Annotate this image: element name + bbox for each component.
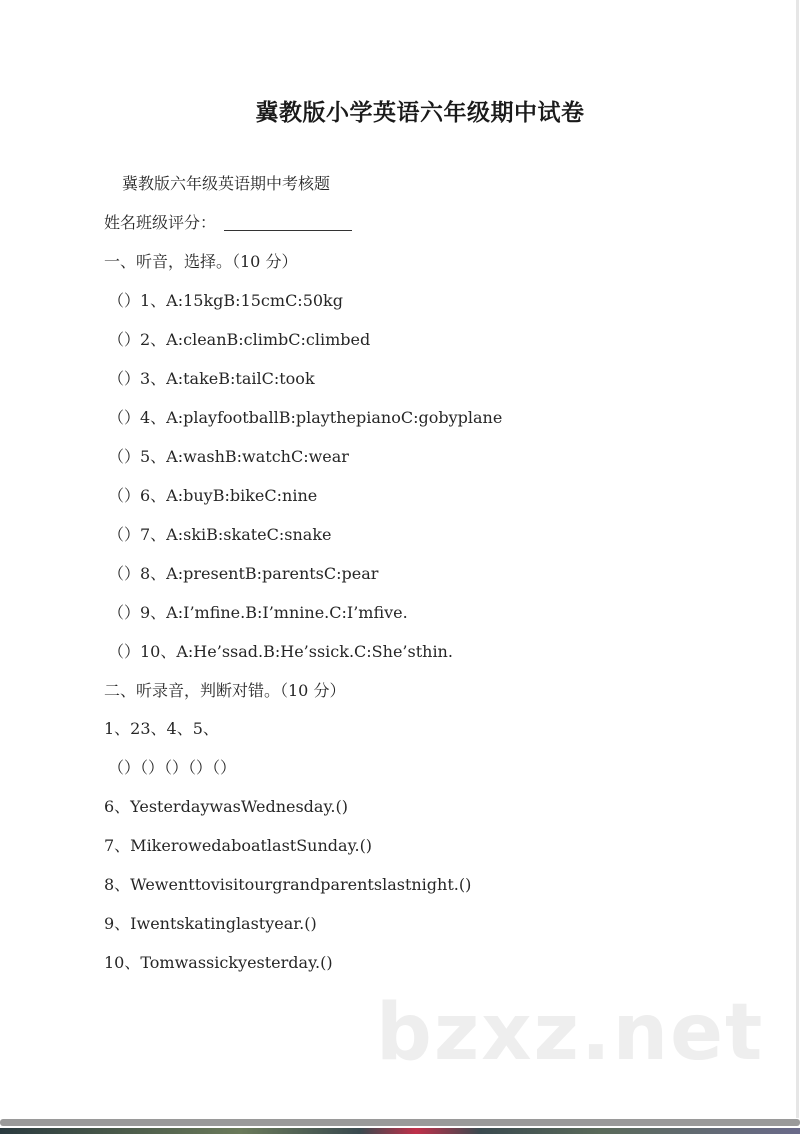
- watermark: bzxz.net: [376, 988, 765, 1078]
- question-item: （）2、A:cleanB:climbC:climbed: [108, 330, 371, 349]
- horizontal-scrollbar[interactable]: [0, 1119, 800, 1126]
- judgement-item: 7、MikerowedaboatlastSunday.(): [104, 836, 373, 855]
- document-subtitle: 冀教版六年级英语期中考核题: [122, 174, 331, 193]
- judgement-item: 6、YesterdaywasWednesday.(): [104, 797, 348, 816]
- judgement-item: 10、Tomwassickyesterday.(): [104, 953, 333, 972]
- info-label: 姓名班级评分：: [104, 213, 217, 232]
- section1-heading: 一、听音，选择。（10 分）: [104, 252, 298, 271]
- question-item: （）8、A:presentB:parentsC:pear: [108, 564, 379, 583]
- question-item: （）1、A:15kgB:15cmC:50kg: [108, 291, 343, 310]
- judgement-item: 8、Wewenttovisitourgrandparentslastnight.(): [104, 875, 472, 894]
- section2-numbers: 1、23、4、5、: [104, 719, 219, 738]
- info-line: [104, 213, 352, 233]
- question-item: （）3、A:takeB:tailC:took: [108, 369, 315, 388]
- section2-brackets: （）（）（）（）（）: [108, 758, 237, 777]
- background-image-strip: [0, 1128, 800, 1134]
- section2-heading: 二、听录音，判断对错。（10 分）: [104, 681, 346, 700]
- document-title: 冀教版小学英语六年级期中试卷: [255, 100, 585, 126]
- question-item: （）6、A:buyB:bikeC:nine: [108, 486, 318, 505]
- answer-blank: [224, 230, 352, 231]
- question-item: （）4、A:playfootballB:playthepianoC:gobyplane: [108, 408, 503, 427]
- question-item: （）9、A:I’mfine.B:I’mnine.C:I’mfive.: [108, 603, 408, 622]
- question-item: （）10、A:He’ssad.B:He’ssick.C:She’sthin.: [108, 642, 453, 661]
- question-item: （）5、A:washB:watchC:wear: [108, 447, 349, 466]
- judgement-item: 9、Iwentskatinglastyear.(): [104, 914, 317, 933]
- question-item: （）7、A:skiB:skateC:snake: [108, 525, 332, 544]
